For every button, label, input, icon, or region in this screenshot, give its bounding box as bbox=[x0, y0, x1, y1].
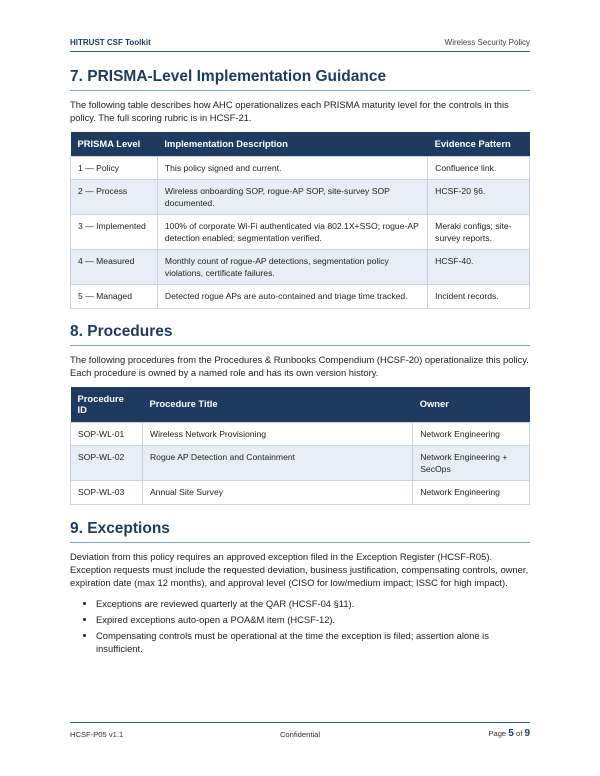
exceptions-bullet-list bbox=[70, 597, 530, 655]
col-header-evidence-pattern: Evidence Pattern bbox=[428, 132, 530, 156]
prisma-table bbox=[70, 132, 530, 309]
section-9-heading: 9. Exceptions bbox=[70, 520, 530, 543]
header-rule bbox=[70, 51, 530, 52]
table-row bbox=[71, 285, 530, 309]
col-header-implementation-description: Implementation Description bbox=[157, 132, 427, 156]
section-9-body: Deviation from this policy requires an approved exception filed in the Exception Register (HCSF-R05). Exception requests must include the requested deviation, business justification, compensating controls, owner, expiration date (max 12 months), and approval level (CISO for low/medium impact; ISSC for high impact). bbox=[70, 550, 529, 588]
table-row bbox=[71, 180, 530, 215]
table-cell: 3 — Implemented bbox=[71, 215, 158, 250]
table-cell: Monthly count of rogue-AP detections, segmentation policy violations, certificate failures. bbox=[157, 250, 427, 285]
section-8 bbox=[70, 323, 530, 505]
table-cell: SOP-WL-03 bbox=[71, 481, 143, 505]
table-cell: Wireless Network Provisioning bbox=[142, 422, 412, 446]
page-label: Page bbox=[488, 729, 507, 738]
table-cell: SOP-WL-01 bbox=[71, 422, 143, 446]
table-cell: Detected rogue APs are auto-contained and triage time tracked. bbox=[157, 285, 427, 309]
table-row bbox=[71, 215, 530, 250]
header-policy-title: Wireless Security Policy bbox=[444, 37, 530, 47]
footer-rule bbox=[70, 722, 530, 723]
table-row bbox=[71, 481, 530, 505]
col-header-prisma-level: PRISMA Level bbox=[71, 132, 158, 156]
table-cell: This policy signed and current. bbox=[157, 156, 427, 180]
table-cell: 1 — Policy bbox=[71, 156, 158, 180]
list-item: • Compensating controls must be operational at the time the exception is filed; assertion alone is insufficient. bbox=[96, 629, 530, 655]
page-total: 9 bbox=[524, 728, 530, 739]
prisma-table-header bbox=[71, 132, 530, 156]
table-cell: Confluence link. bbox=[428, 156, 530, 180]
page-number: 5 bbox=[508, 728, 514, 739]
section-9 bbox=[70, 520, 530, 655]
table-cell: Network Engineering + SecOps bbox=[413, 446, 530, 481]
table-row bbox=[71, 156, 530, 180]
footer-classification: Confidential bbox=[279, 730, 321, 739]
page-footer bbox=[70, 728, 530, 742]
table-cell: 2 — Process bbox=[71, 180, 158, 215]
col-header-procedure-title: Procedure Title bbox=[142, 387, 412, 423]
page-of-label: of bbox=[515, 729, 523, 738]
footer-doc-id: HCSF-P05 v1.1 bbox=[70, 730, 124, 739]
table-cell: Rogue AP Detection and Containment bbox=[142, 446, 412, 481]
list-item: • Exceptions are reviewed quarterly at the QAR (HCSF-04 §11). bbox=[96, 597, 530, 610]
table-cell: Network Engineering bbox=[413, 422, 530, 446]
table-row bbox=[71, 422, 530, 446]
footer-page-indicator bbox=[488, 728, 530, 739]
table-cell: Network Engineering bbox=[413, 481, 530, 505]
table-row bbox=[71, 446, 530, 481]
table-cell: 100% of corporate Wi-Fi authenticated via 802.1X+SSO; rogue-AP detection enabled; segmentation verified. bbox=[157, 215, 427, 250]
table-cell: Incident records. bbox=[428, 285, 530, 309]
table-cell: Annual Site Survey bbox=[142, 481, 412, 505]
table-cell: HCSF-40. bbox=[428, 250, 530, 285]
procedures-table bbox=[70, 387, 530, 505]
procedures-table-header bbox=[71, 387, 530, 423]
table-cell: Wireless onboarding SOP, rogue-AP SOP, site-survey SOP documented. bbox=[157, 180, 427, 215]
page-header bbox=[70, 34, 530, 50]
table-row bbox=[71, 250, 530, 285]
table-cell: 5 — Managed bbox=[71, 285, 158, 309]
section-7-intro: The following table describes how AHC operationalizes each PRISMA maturity level for the controls in this policy. The full scoring rubric is in HCSF-21. bbox=[70, 99, 509, 123]
table-cell: SOP-WL-02 bbox=[71, 446, 143, 481]
section-8-heading: 8. Procedures bbox=[70, 323, 530, 346]
col-header-owner: Owner bbox=[413, 387, 530, 423]
table-cell: 4 — Measured bbox=[71, 250, 158, 285]
col-header-procedure-id: Procedure ID bbox=[71, 387, 143, 423]
page-content bbox=[70, 68, 530, 658]
list-item: • Expired exceptions auto-open a POA&M item (HCSF-12). bbox=[96, 613, 530, 626]
header-toolkit-title: HITRUST CSF Toolkit bbox=[70, 37, 151, 47]
table-cell: HCSF-20 §6. bbox=[428, 180, 530, 215]
section-7 bbox=[70, 68, 530, 309]
table-cell: Meraki configs; site-survey reports. bbox=[428, 215, 530, 250]
section-8-intro: The following procedures from the Procedures & Runbooks Compendium (HCSF-20) operationalize this policy. Each procedure is owned by a named role and has its own version history. bbox=[70, 353, 529, 378]
section-7-heading: 7. PRISMA-Level Implementation Guidance bbox=[70, 68, 530, 91]
